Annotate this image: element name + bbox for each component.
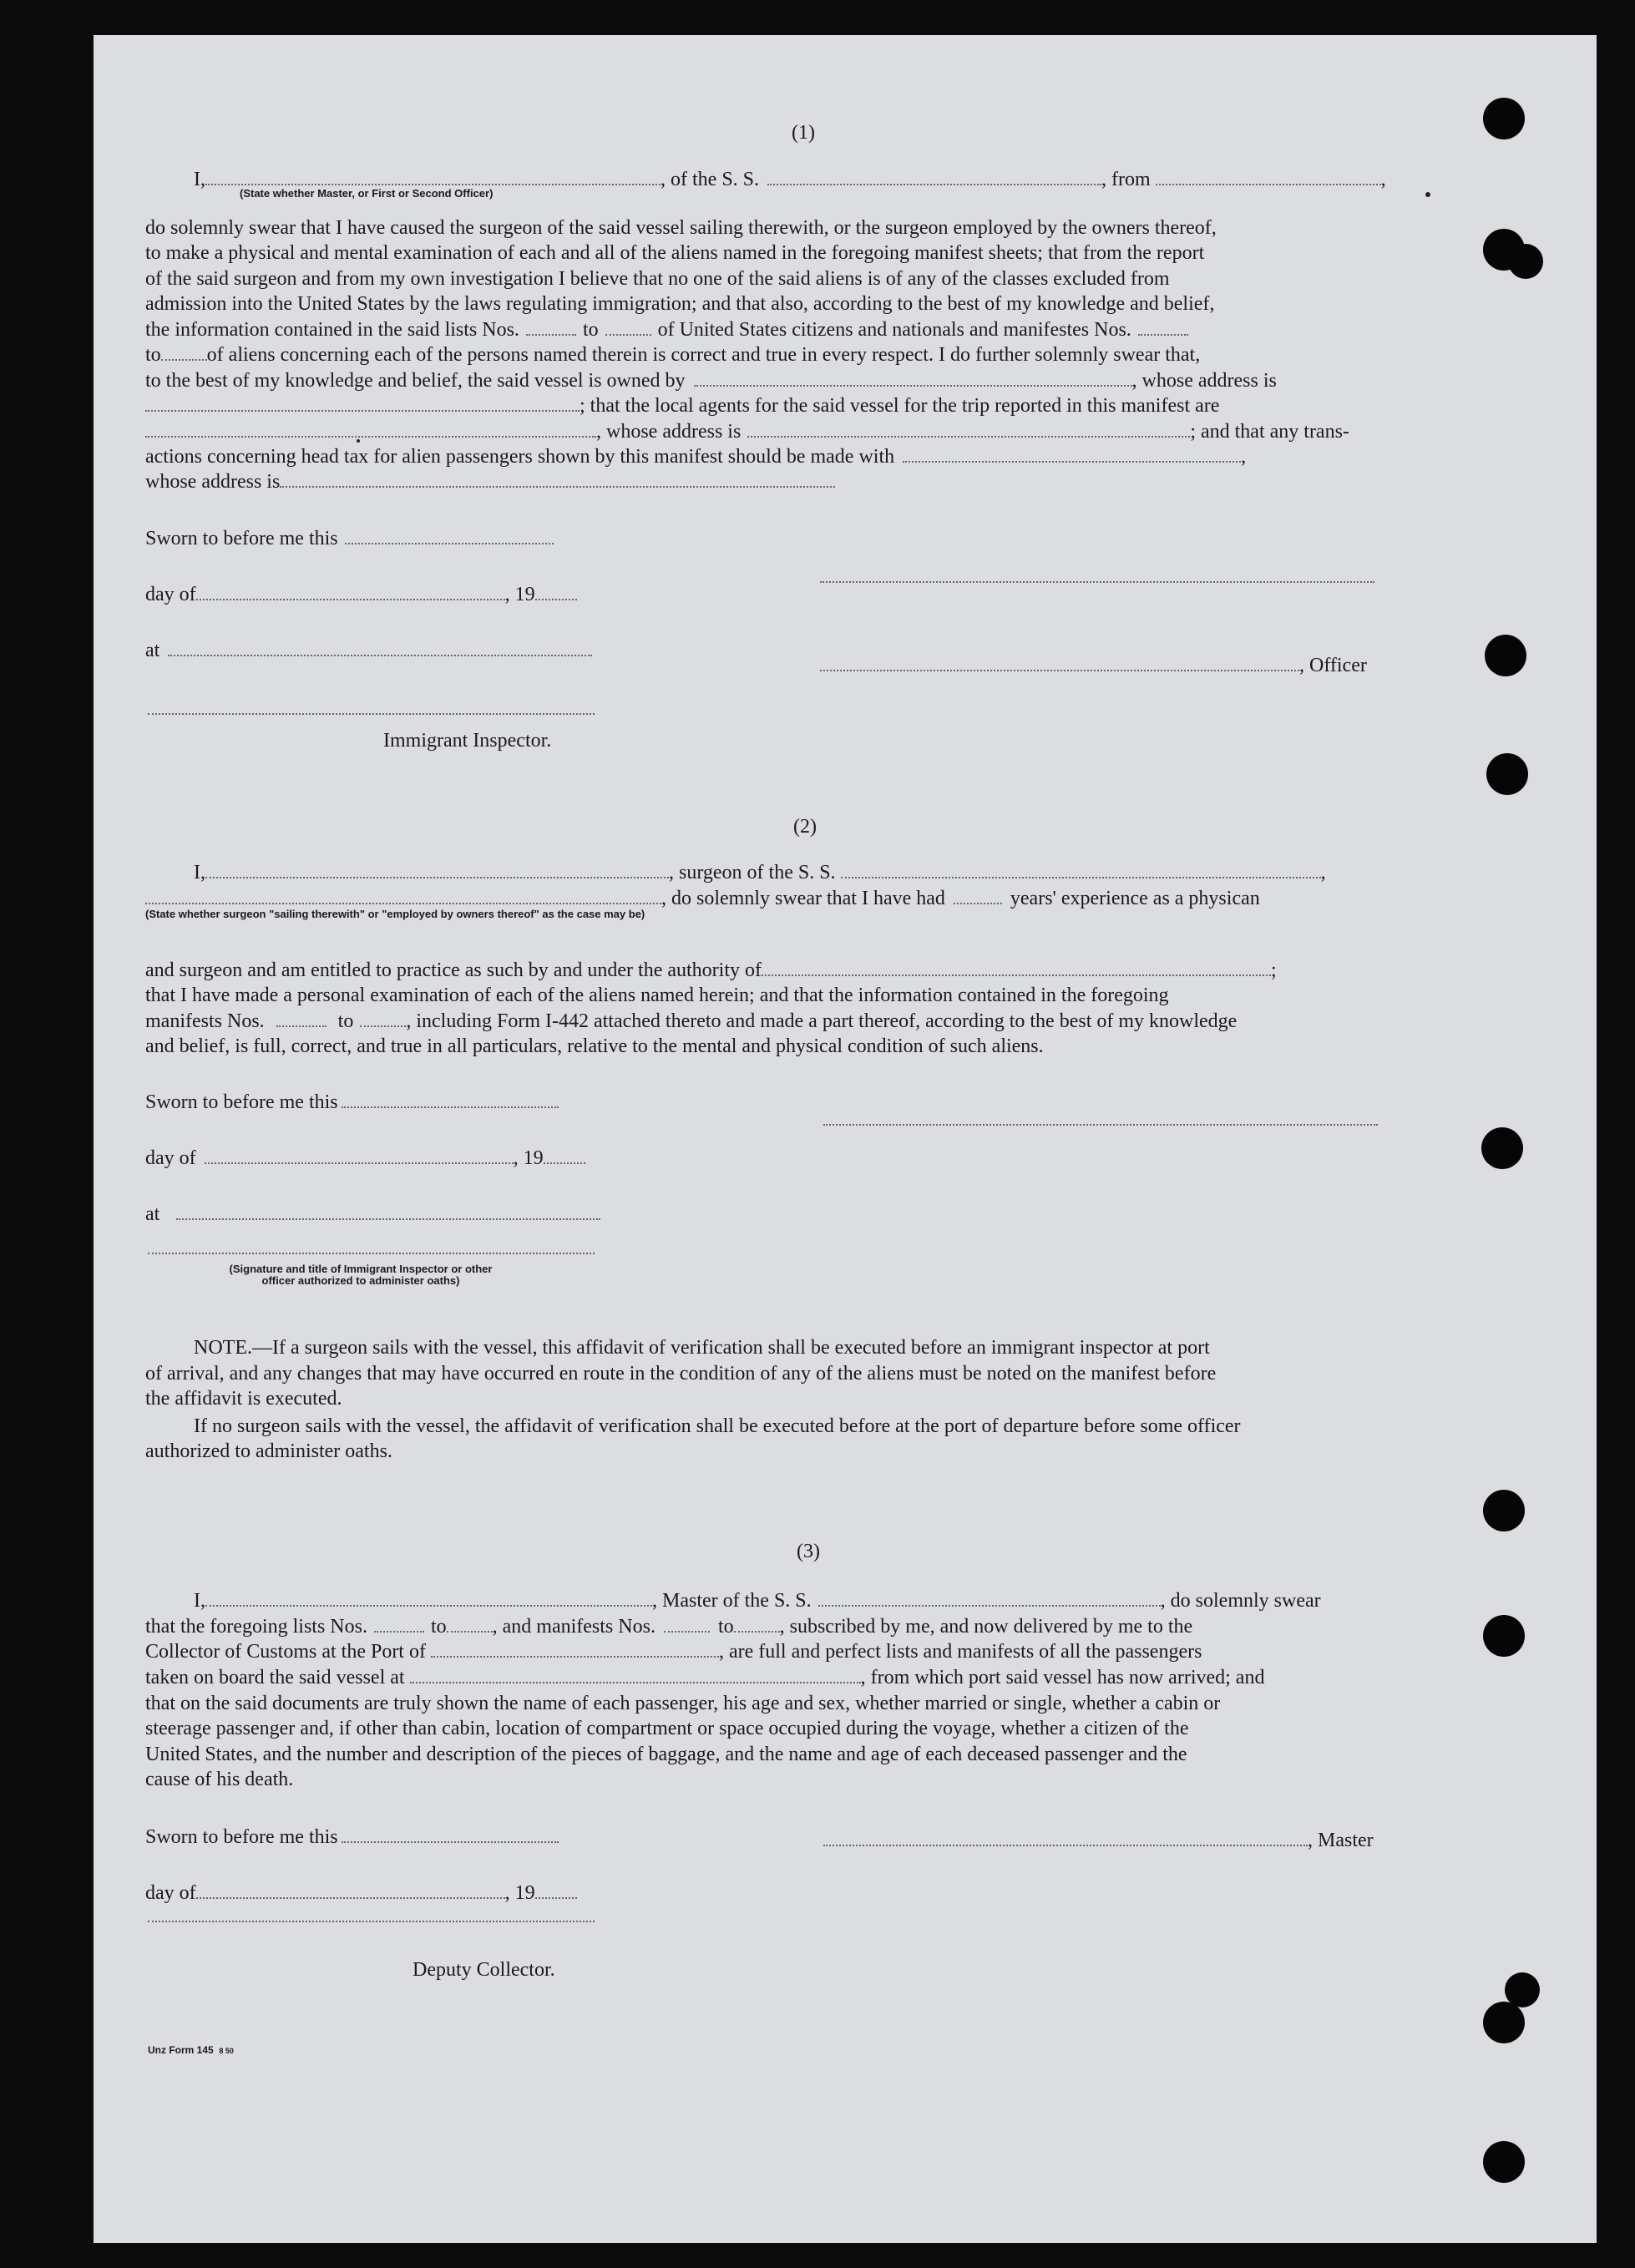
- s1-sworn: [145, 526, 554, 551]
- punch-hole: [1483, 2002, 1525, 2043]
- s3-master-label: , Master: [1308, 1830, 1374, 1851]
- s2-note-5: authorized to administer oaths.: [145, 1440, 392, 1462]
- s1-agents-text: ; that the local agents for the said vessel for the trip reported in this manifest are: [580, 395, 1220, 417]
- s1-manifests-label: of United States citizens and nationals and manifestes Nos.: [657, 319, 1131, 341]
- s1-line-5: admission into the United States by the laws regulating immigration; and that also, according to the best of my knowledge and belief,: [145, 293, 1215, 315]
- s2-note-3: the affidavit is executed.: [145, 1388, 342, 1410]
- speck: [1425, 192, 1430, 197]
- s1-head-tax-text: actions concerning head tax for alien passengers shown by this manifest should be made with: [145, 446, 895, 468]
- s3-line-5: that on the said documents are truly shown the name of each passenger, his age and sex, whether married or single, whether a cabin or: [145, 1693, 1221, 1714]
- s3-manifests-to-blank[interactable]: [734, 1616, 780, 1633]
- s1-to2-label: to: [145, 344, 161, 366]
- vessel-name-blank[interactable]: [767, 169, 1101, 185]
- s2-sig-note-2: officer authorized to administer oaths): [261, 1274, 460, 1287]
- s2-inspector-signature-line[interactable]: [148, 1251, 595, 1254]
- s3-master-signature-blank[interactable]: [823, 1830, 1308, 1846]
- s3-port-label: Collector of Customs at the Port of: [145, 1641, 426, 1663]
- master-rank-note: (State whether Master, or First or Second Officer): [240, 187, 494, 200]
- manifests-from-blank[interactable]: [1138, 319, 1188, 336]
- s1-line-12: [145, 469, 835, 494]
- s2-vessel-blank[interactable]: [841, 862, 1321, 878]
- master-name-blank[interactable]: [205, 169, 661, 185]
- s2-surgeon-signature-line[interactable]: [823, 1122, 1378, 1126]
- surgeon-status-note: (State whether surgeon "sailing therewith" or "employed by owners thereof" as the case may be): [145, 908, 645, 920]
- head-tax-party-blank[interactable]: [903, 446, 1241, 463]
- authority-blank[interactable]: [762, 959, 1271, 976]
- s1-line-8: [145, 368, 1277, 393]
- agents-blank[interactable]: [145, 421, 596, 438]
- s1-whose-address: whose address is: [145, 471, 281, 493]
- s2-at-label: at: [145, 1203, 160, 1225]
- punch-hole: [1483, 1615, 1525, 1657]
- punch-hole: [1481, 1127, 1523, 1169]
- s2-sig-note-1: (Signature and title of Immigrant Inspector or other: [229, 1263, 493, 1275]
- punch-hole: [1508, 244, 1543, 279]
- manifest-form-page: [94, 35, 1597, 2243]
- s1-comma2: ,: [1241, 446, 1247, 468]
- s3-master: [823, 1828, 1374, 1853]
- s3-to2-label: to: [717, 1616, 734, 1638]
- s3-collector-label: Deputy Collector.: [413, 1959, 555, 1981]
- s3-lists-to-blank[interactable]: [447, 1616, 493, 1633]
- s2-ss-label: , surgeon of the S. S.: [669, 862, 836, 883]
- s3-ss-label: , Master of the S. S.: [652, 1590, 812, 1612]
- s1-at: [145, 638, 592, 663]
- punch-hole: [1483, 1490, 1525, 1531]
- section-2-number: (2): [793, 816, 817, 838]
- s3-collector-signature-line[interactable]: [148, 1919, 595, 1922]
- s1-i: I,: [194, 169, 205, 190]
- s3-line-4: [145, 1665, 1264, 1690]
- s3-line-6: steerage passenger and, if other than cabin, location of compartment or space occupied during the voyage, whether a citizen of the: [145, 1718, 1189, 1739]
- s3-port-blank[interactable]: [431, 1641, 719, 1658]
- s1-line-7: [145, 342, 1200, 367]
- s1-line-10: [145, 419, 1349, 444]
- punch-hole: [1486, 753, 1528, 795]
- s1-officer-blank[interactable]: [820, 655, 1299, 671]
- s1-line-4: of the said surgeon and from my own investigation I believe that no one of the said aliens is of any of the classes excluded from: [145, 268, 1170, 290]
- s2-line-5: [145, 1009, 1237, 1034]
- s1-line-2: do solemnly swear that I have caused the surgeon of the said vessel sailing therewith, or the surgeon employed by the owners thereof,: [145, 217, 1217, 239]
- s1-to-label: to: [582, 319, 599, 341]
- form-date-text: 8 50: [219, 2047, 234, 2055]
- owner-blank[interactable]: [694, 370, 1132, 387]
- punch-hole: [1485, 635, 1526, 676]
- s3-line-1: [194, 1588, 1321, 1613]
- s1-master-signature-line[interactable]: [820, 580, 1374, 583]
- head-tax-address-blank[interactable]: [280, 471, 835, 488]
- s3-line-3: [145, 1639, 1202, 1664]
- s3-embark-port-blank[interactable]: [410, 1667, 861, 1683]
- s3-lists-text: , are full and perfect lists and manifests of all the passengers: [718, 1641, 1202, 1663]
- s3-master-name-blank[interactable]: [205, 1590, 652, 1607]
- s1-officer: [820, 653, 1367, 678]
- s1-day-of-label: day of: [145, 584, 196, 605]
- form-number: [148, 2043, 234, 2058]
- s3-delivered-text: , subscribed by me, and now delivered by me to the: [779, 1616, 1193, 1638]
- surgeon-name-blank[interactable]: [205, 862, 669, 878]
- s2-authority-text: and surgeon and am entitled to practice as such by and under the authority of: [145, 959, 762, 981]
- s1-day-of: [145, 582, 577, 607]
- s2-note-2: of arrival, and any changes that may have occurred en route in the condition of any of the aliens must be noted on the manifest before: [145, 1363, 1217, 1385]
- s1-ss-label: , of the S. S.: [661, 169, 760, 190]
- lists-from-blank[interactable]: [526, 319, 576, 336]
- section-3-number: (3): [797, 1541, 820, 1562]
- s1-year-blank[interactable]: [535, 584, 577, 600]
- s3-manifests-from-blank[interactable]: [664, 1616, 710, 1633]
- s1-address-label: , whose address is: [1131, 370, 1277, 392]
- s2-manifests-label: manifests Nos.: [145, 1010, 265, 1032]
- s2-to-label: to: [337, 1010, 354, 1032]
- s1-agent-address-label: , whose address is: [596, 421, 742, 443]
- s2-form-text: , including Form I-442 attached thereto and made a part thereof, according to the best of my knowledge: [406, 1010, 1238, 1032]
- s2-sworn: [145, 1090, 559, 1115]
- form-number-text: Unz Form 145: [148, 2044, 214, 2056]
- s1-line-9: [145, 393, 1219, 418]
- punch-hole: [1483, 2141, 1525, 2183]
- s2-line-3: [145, 958, 1277, 983]
- s2-manifests-from-blank[interactable]: [276, 1010, 326, 1027]
- s3-day-of-label: day of: [145, 1882, 196, 1904]
- s1-sworn-label: Sworn to before me this: [145, 528, 338, 549]
- s1-lists-label: the information contained in the said lists Nos.: [145, 319, 519, 341]
- lists-to-blank[interactable]: [605, 319, 651, 336]
- s2-line-1: [194, 860, 1326, 885]
- s1-month-blank[interactable]: [196, 584, 505, 600]
- s2-day-of-label: day of: [145, 1147, 196, 1169]
- s3-taken-label: taken on board the said vessel at: [145, 1667, 405, 1688]
- s1-at-label: at: [145, 640, 160, 661]
- surgeon-status-blank[interactable]: [145, 888, 661, 904]
- s3-year-label: , 19: [504, 1882, 535, 1904]
- s2-swear-text: , do solemnly swear that I have had: [661, 888, 945, 909]
- s1-place-blank[interactable]: [168, 640, 592, 656]
- s1-trans-label: ; and that any trans-: [1190, 421, 1349, 443]
- s2-year-label: , 19: [513, 1147, 544, 1169]
- manifests-to-blank[interactable]: [161, 344, 207, 361]
- s2-note-1: NOTE.—If a surgeon sails with the vessel, this affidavit of verification shall be executed before an immigrant inspector at port: [194, 1337, 1210, 1359]
- s2-day-of: [145, 1146, 585, 1171]
- s1-line-6: [145, 317, 1188, 342]
- s3-manifests-label: , and manifests Nos.: [492, 1616, 656, 1638]
- s1-sworn-date-blank[interactable]: [345, 528, 554, 544]
- s2-experience-text: years' experience as a physican: [1010, 888, 1260, 909]
- punch-hole: [1483, 98, 1525, 139]
- s1-officer-label: , Officer: [1299, 655, 1367, 676]
- s3-line-2: [145, 1614, 1192, 1639]
- years-blank[interactable]: [954, 888, 1002, 904]
- departure-port-blank[interactable]: [1156, 169, 1381, 185]
- agent-address-blank[interactable]: [747, 421, 1190, 438]
- s2-comma: ,: [1320, 862, 1326, 883]
- s2-note-4: If no surgeon sails with the vessel, the affidavit of verification shall be executed before at the port of departure before some officer: [194, 1415, 1241, 1437]
- s1-from-label: , from: [1101, 169, 1151, 190]
- s3-sworn: [145, 1825, 559, 1850]
- s3-line-7: United States, and the number and description of the pieces of baggage, and the name and age of each deceased passenger and the: [145, 1744, 1187, 1765]
- s2-month-blank[interactable]: [205, 1147, 514, 1164]
- s1-inspector-label: Immigrant Inspector.: [383, 730, 552, 752]
- s2-line-4: that I have made a personal examination of each of the aliens named herein; and that the information contained in the foregoing: [145, 985, 1169, 1006]
- s3-vessel-blank[interactable]: [818, 1590, 1161, 1607]
- s2-i: I,: [194, 862, 205, 883]
- s3-i: I,: [194, 1590, 205, 1612]
- s1-owned-by-label: to the best of my knowledge and belief, the said vessel is owned by: [145, 370, 686, 392]
- s3-line-8: cause of his death.: [145, 1769, 294, 1790]
- s3-year-blank[interactable]: [535, 1882, 577, 1899]
- owner-address-blank[interactable]: [145, 395, 580, 412]
- s2-year-blank[interactable]: [544, 1147, 585, 1164]
- s1-comma: ,: [1380, 169, 1386, 190]
- s1-line-11: [145, 444, 1246, 469]
- s3-to-label: to: [430, 1616, 447, 1638]
- s2-at: [145, 1202, 600, 1227]
- section-1-number: (1): [792, 122, 815, 144]
- s2-line-6: and belief, is full, correct, and true in all particulars, relative to the mental and physical condition of such aliens.: [145, 1035, 1044, 1057]
- s1-inspector-signature-line[interactable]: [148, 711, 595, 715]
- s2-sworn-date-blank[interactable]: [342, 1091, 559, 1108]
- s1-l7-text: of aliens concerning each of the persons named therein is correct and true in every respect. I do further solemnly swear that,: [206, 344, 1201, 366]
- s3-month-blank[interactable]: [196, 1882, 505, 1899]
- s3-swear-text: , do solemnly swear: [1160, 1590, 1321, 1612]
- s1-line-3: to make a physical and mental examination of each and all of the aliens named in the foregoing manifest sheets; that from the report: [145, 242, 1205, 264]
- s1-year-label: , 19: [504, 584, 535, 605]
- s3-arrived-text: , from which port said vessel has now arrived; and: [860, 1667, 1265, 1688]
- s3-lists-label: that the foregoing lists Nos.: [145, 1616, 367, 1638]
- s2-semicolon: ;: [1271, 959, 1277, 981]
- s2-manifests-to-blank[interactable]: [360, 1010, 406, 1027]
- s3-sworn-label: Sworn to before me this: [145, 1826, 338, 1848]
- s2-sworn-label: Sworn to before me this: [145, 1091, 338, 1113]
- s3-day-of: [145, 1881, 577, 1906]
- s2-place-blank[interactable]: [176, 1203, 600, 1220]
- s3-lists-from-blank[interactable]: [374, 1616, 424, 1633]
- s3-sworn-date-blank[interactable]: [342, 1826, 559, 1843]
